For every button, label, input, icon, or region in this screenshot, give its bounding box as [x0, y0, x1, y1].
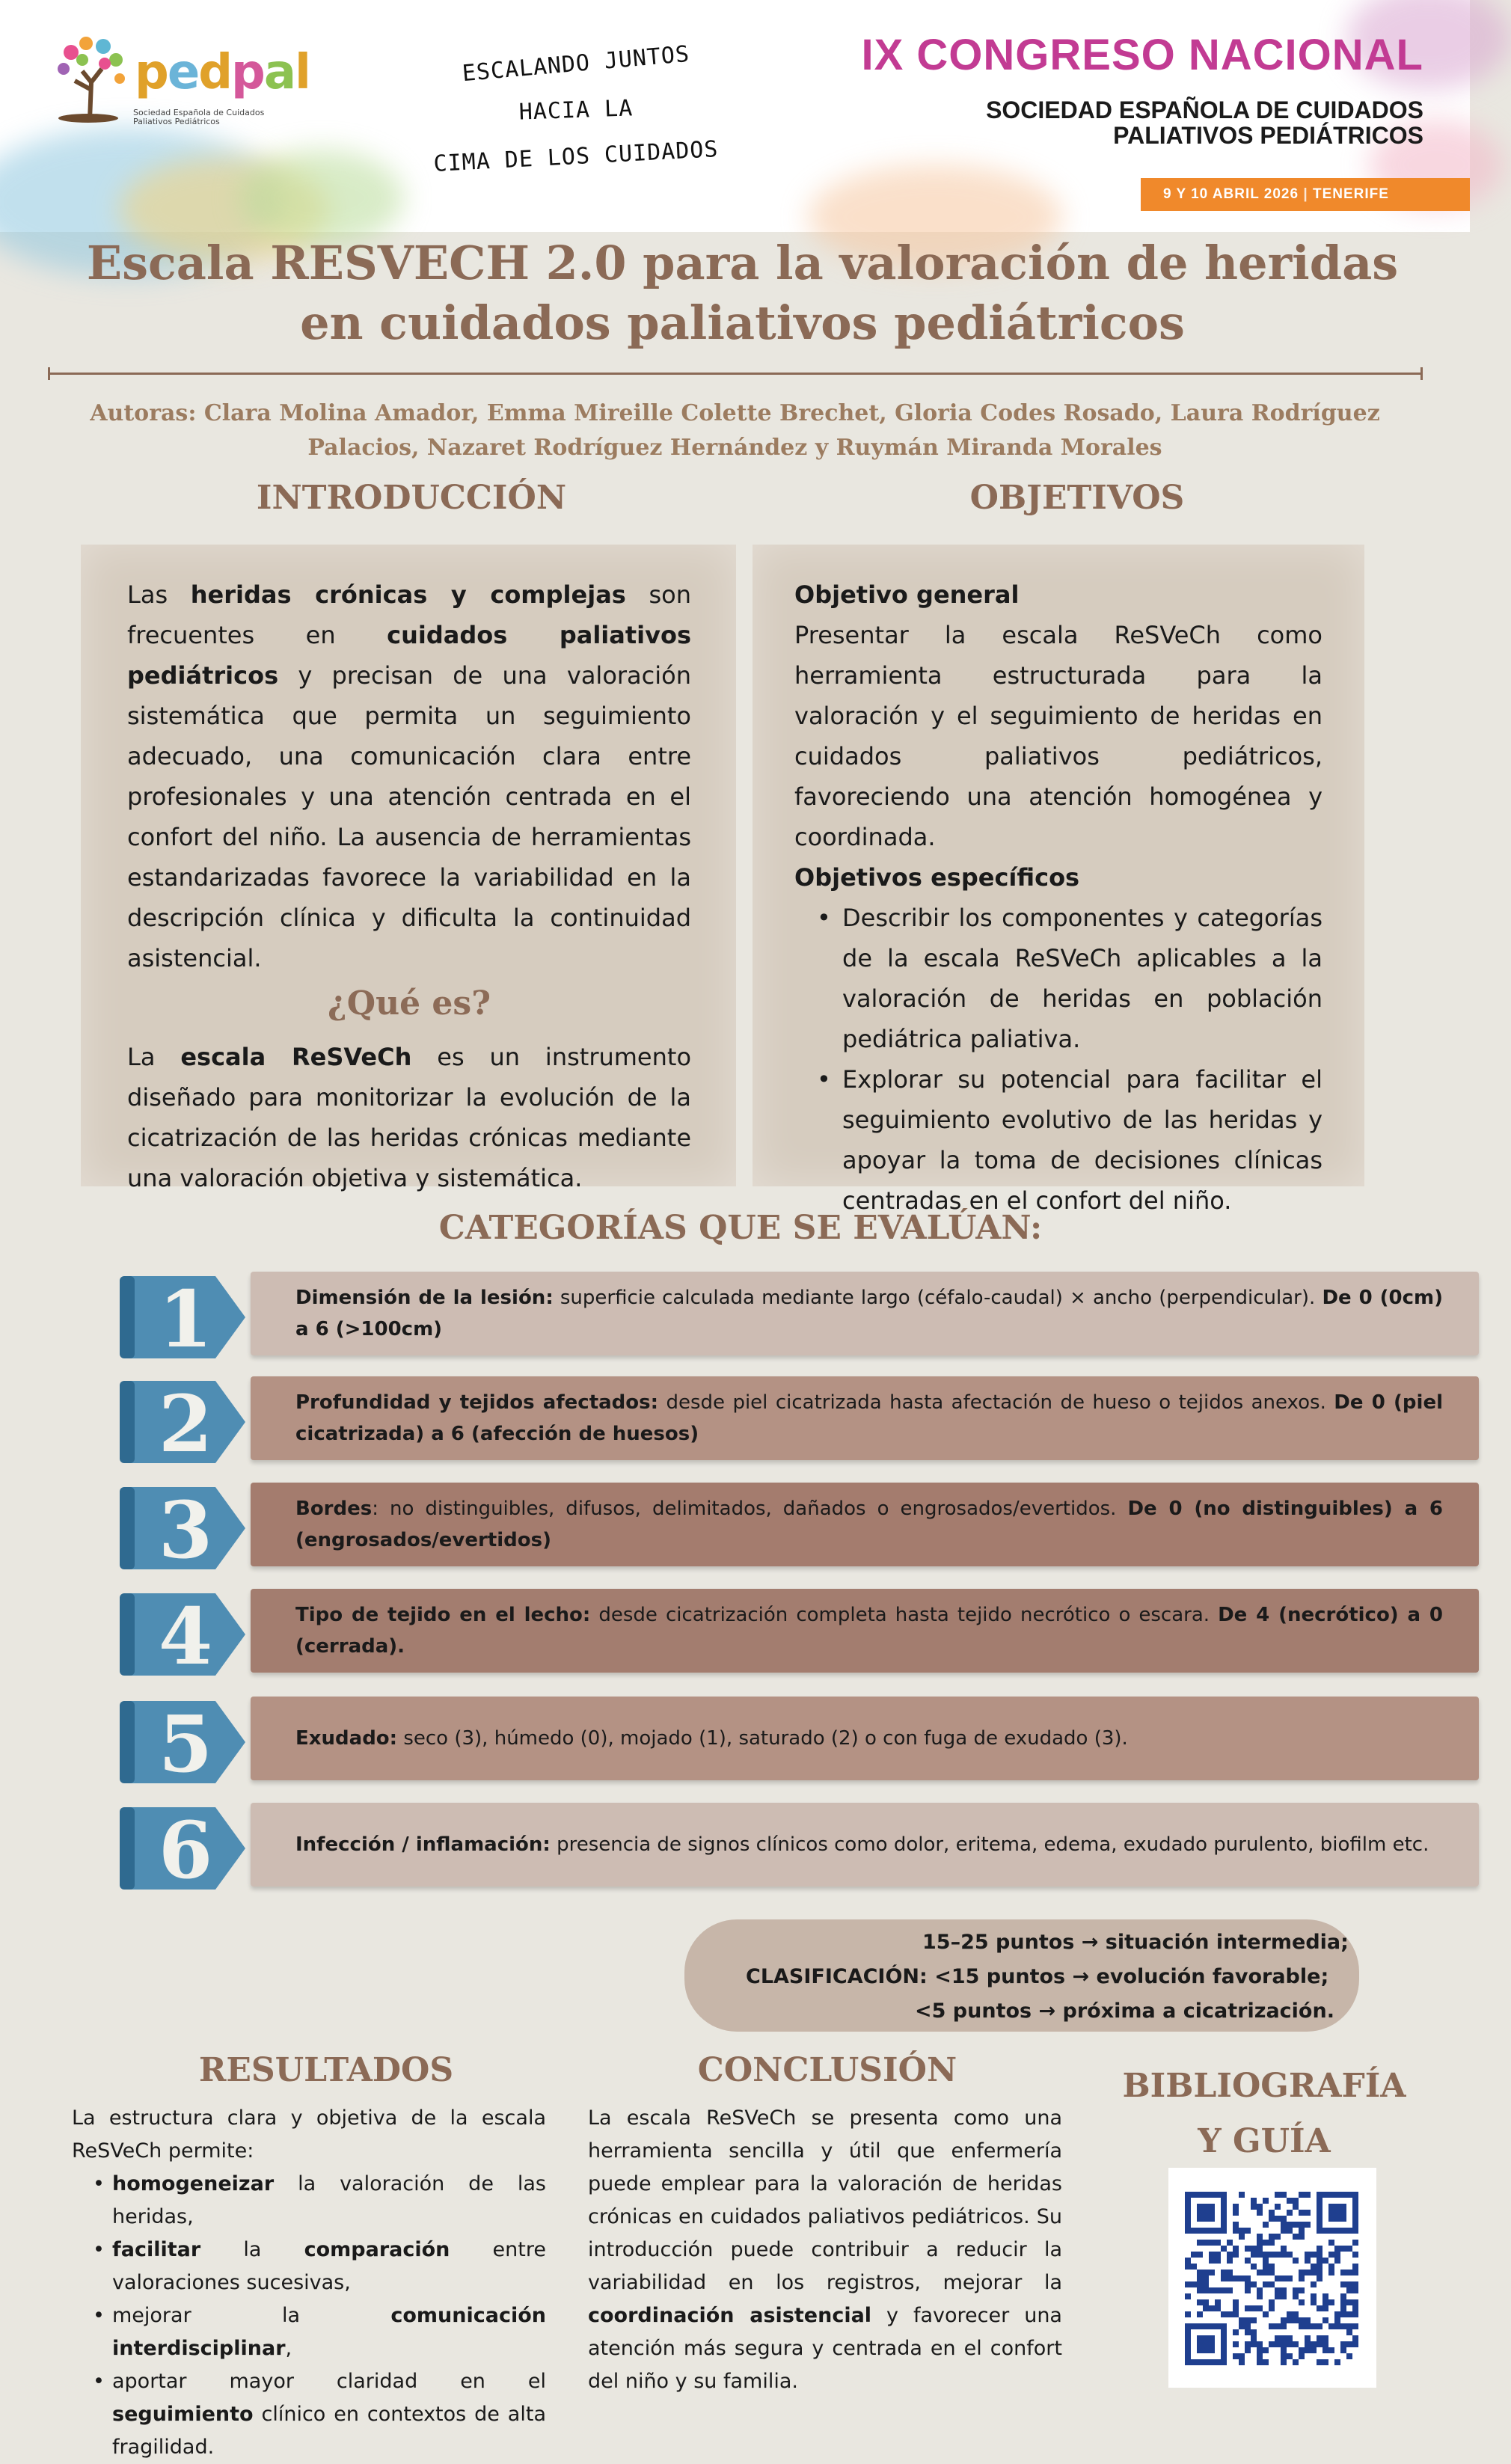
conclusion-heading: CONCLUSIÓN — [697, 2051, 957, 2089]
congress-place: TENERIFE — [1312, 186, 1389, 202]
conclusion-paragraph: La escala ReSVeCh se presenta como una herramienta sencilla y útil que enfermería puede emplear para la valoración de heridas crónicas en cuidados paliativos pediátricos. Su introducción puede contribuir a reducir la variabilidad en los registros, mejorar la coordinación asistencial y favorecer una atención más segura y centrada en el confort del niño y su familia. — [588, 2106, 1062, 2393]
list-item: • Describir los componentes y categorías de la escala ReSVeCh aplicables a la valoración de heridas en población pediátrica paliativa. — [794, 898, 1322, 1059]
category-text: Dimensión de la lesión: superficie calculada mediante largo (céfalo-caudal) × ancho (perpendicular). De 0 (0cm) a 6 (>100cm) — [295, 1287, 1443, 1340]
bibliography-heading-line: Y GUÍA — [1198, 2122, 1331, 2160]
classification-line: CLASIFICACIÓN: <15 puntos → evolución favorable; — [746, 1965, 1329, 1988]
category-bar — [251, 1589, 1479, 1673]
general-objective-label: Objetivo general — [794, 580, 1020, 609]
list-item: • mejorar la comunicación interdisciplinar, — [72, 2299, 546, 2365]
qr-code-icon — [1168, 2168, 1376, 2388]
category-number-badge — [120, 1803, 245, 1894]
slogan-line: HACIA LA — [518, 95, 634, 126]
specific-objectives-list — [794, 898, 1322, 1221]
category-bar — [251, 1803, 1479, 1887]
what-is-paragraph: La escala ReSVeCh es un instrumento diseñado para monitorizar la evolución de la cicatrización de las heridas crónicas mediante una valoración objetiva y sistemática. — [127, 1043, 692, 1192]
list-item: • facilitar la comparación entre valoraciones sucesivas, — [72, 2234, 546, 2299]
results-text — [72, 2102, 546, 2464]
general-objective-text: Presentar la escala ReSVeCh como herramienta estructurada para la valoración y el seguimiento de heridas en cuidados paliativos pediátricos, favoreciendo una atención homogénea y coordinada. — [794, 621, 1322, 851]
slogan-line: ESCALANDO JUNTOS — [461, 40, 691, 88]
title-divider — [48, 373, 1423, 375]
what-is-heading: ¿Qué es? — [328, 984, 491, 1023]
list-item: • Explorar su potencial para facilitar el seguimiento evolutivo de las heridas y apoyar la toma de decisiones clínicas centradas en el confort del niño. — [794, 1059, 1322, 1221]
category-number: 1 — [158, 1273, 213, 1365]
pedpal-logo — [45, 30, 310, 127]
congress-subtitle-line: SOCIEDAD ESPAÑOLA DE CUIDADOS — [986, 96, 1423, 123]
logo-subtitle: Sociedad Española de Cuidados Paliativos Pediátricos — [133, 108, 265, 126]
category-number-badge — [120, 1376, 245, 1468]
conclusion-text — [588, 2102, 1062, 2398]
category-number: 6 — [158, 1804, 213, 1896]
congress-date: 9 Y 10 ABRIL 2026 — [1163, 186, 1299, 202]
watercolor-splash — [239, 150, 404, 247]
results-list — [72, 2168, 546, 2464]
category-row — [120, 1589, 1443, 1682]
category-number: 3 — [158, 1484, 213, 1576]
category-number-badge — [120, 1272, 245, 1363]
intro-panel — [81, 545, 736, 1192]
bibliography-heading — [1092, 2059, 1436, 2169]
category-row — [120, 1803, 1429, 1896]
congress-title: IX CONGRESO NACIONAL — [861, 31, 1423, 79]
category-text: Exudado: seco (3), húmedo (0), mojado (1), saturado (2) o con fuga de exudado (3). — [295, 1727, 1128, 1750]
category-number: 4 — [158, 1590, 213, 1682]
date-bar: 9 Y 10 ABRIL 2026 | TENERIFE — [1141, 178, 1470, 211]
poster-title — [30, 233, 1455, 353]
title-line: en cuidados paliativos pediátricos — [300, 295, 1185, 350]
classification-line: 15–25 puntos → situación intermedia; — [922, 1931, 1349, 1954]
category-number-badge — [120, 1589, 245, 1680]
congress-subtitle-line: PALIATIVOS PEDIÁTRICOS — [1113, 122, 1423, 149]
category-row — [120, 1483, 1443, 1576]
list-item: • homogeneizar la valoración de las heridas, — [72, 2168, 546, 2234]
category-row — [120, 1272, 1443, 1365]
authors: Autoras: Clara Molina Amador, Emma Mireille Colette Brechet, Gloria Codes Rosado, Laura Rodríguez Palacios, Nazaret Rodríguez Hernández y Ruymán Miranda Morales — [90, 400, 1380, 461]
qr-code[interactable] — [1168, 2168, 1376, 2388]
slogan — [396, 41, 756, 180]
objectives-heading: OBJETIVOS — [969, 479, 1185, 517]
categories-heading: CATEGORÍAS QUE SE EVALÚAN: — [438, 1209, 1043, 1247]
logo-word: pedpal — [135, 45, 310, 100]
slogan-line: CIMA DE LOS CUIDADOS — [432, 136, 720, 177]
category-bar — [251, 1272, 1479, 1355]
category-bar — [251, 1697, 1479, 1780]
intro-paragraph: Las heridas crónicas y complejas son frecuentes en cuidados paliativos pediátricos y precisan de una valoración sistemática que permita un seguimiento adecuado, una comunicación clara entre profesionales y una atención centrada en el confort del niño. La ausencia de herramientas estandarizadas favorece la variabilidad en la descripción clínica y dificulta la continuidad asistencial. — [127, 580, 692, 972]
category-number: 5 — [158, 1698, 213, 1790]
category-number-badge — [120, 1697, 245, 1788]
header — [0, 0, 1470, 232]
classification-box — [684, 1919, 1359, 2032]
tree-icon — [52, 30, 135, 123]
results-intro: La estructura clara y objetiva de la escala ReSVeCh permite: — [72, 2106, 546, 2163]
classification-line: <5 puntos → próxima a cicatrización. — [915, 1999, 1334, 2023]
congress-subtitle — [986, 97, 1423, 148]
category-bar — [251, 1483, 1479, 1566]
category-text: Infección / inflamación: presencia de signos clínicos como dolor, eritema, edema, exudado purulento, biofilm etc. — [295, 1833, 1429, 1856]
category-row — [120, 1697, 1361, 1788]
category-text: Profundidad y tejidos afectados: desde piel cicatrizada hasta afectación de hueso o tejidos anexos. De 0 (piel cicatrizada) a 6 (afección de huesos) — [295, 1391, 1443, 1445]
category-bar — [251, 1376, 1479, 1460]
category-row — [120, 1376, 1443, 1470]
category-number: 2 — [158, 1378, 213, 1470]
category-text: Tipo de tejido en el lecho: desde cicatrización completa hasta tejido necrótico o escara. De 4 (necrótico) a 0 (cerrada). — [295, 1604, 1443, 1658]
specific-objectives-label: Objetivos específicos — [794, 863, 1080, 892]
bibliography-heading-line: BIBLIOGRAFÍA — [1122, 2067, 1406, 2105]
category-number-badge — [120, 1483, 245, 1574]
results-heading: RESULTADOS — [198, 2051, 454, 2089]
objectives-panel — [753, 545, 1364, 1215]
title-line: Escala RESVECH 2.0 para la valoración de heridas — [86, 236, 1399, 290]
category-text: Bordes: no distinguibles, difusos, delimitados, dañados o engrosados/evertidos. De 0 (no distinguibles) a 6 (engrosados/evertidos) — [295, 1498, 1443, 1551]
intro-heading: INTRODUCCIÓN — [256, 479, 567, 517]
list-item: • aportar mayor claridad en el seguimiento clínico en contextos de alta fragilidad. — [72, 2365, 546, 2464]
